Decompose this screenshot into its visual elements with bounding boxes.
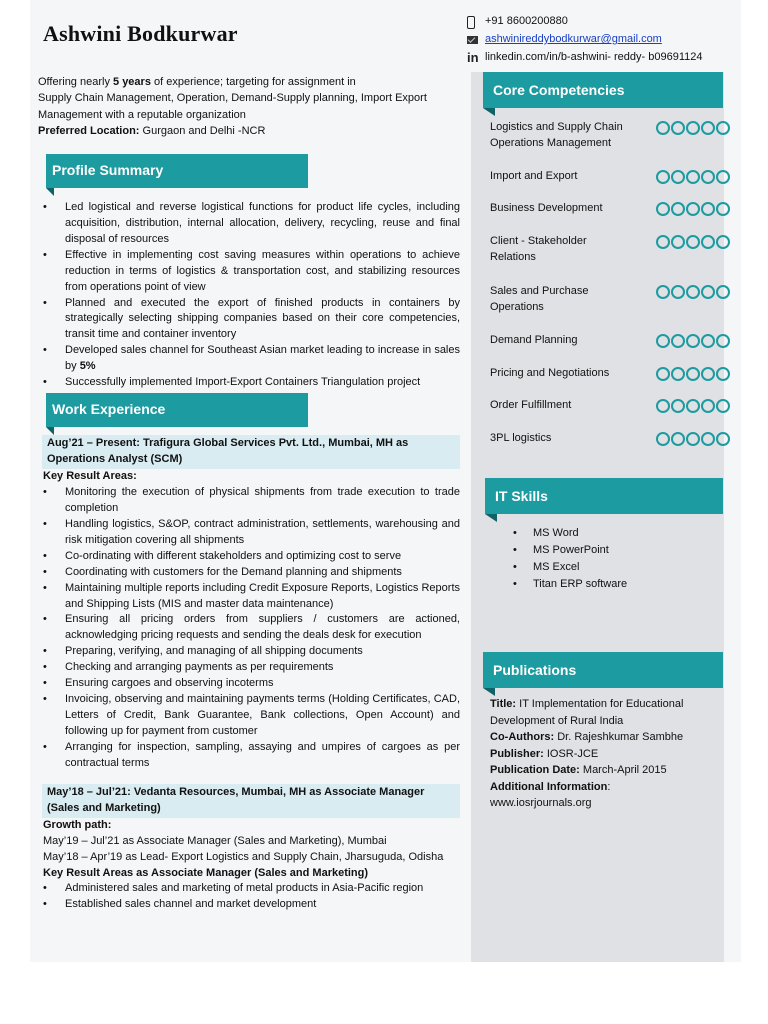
list-item: • Monitoring the execution of physical shipments from trade execution to trade completion	[38, 485, 460, 517]
publication-entry	[490, 696, 710, 812]
job-title-trafigura: Aug’21 – Present: Trafigura Global Services Pvt. Ltd., Mumbai, MH as Operations Analyst (SCM)	[42, 435, 460, 469]
list-item: • Coordinating with customers for the Demand planning and shipments	[38, 565, 460, 581]
list-item: • MS Excel	[511, 559, 627, 576]
list-item: • Ensuring cargoes and observing incoterms	[38, 676, 460, 692]
competency-label: Client - Stakeholder Relations	[490, 235, 587, 263]
core-competencies-header: Core Competencies	[483, 72, 723, 108]
rating-dots	[656, 399, 730, 413]
growth-path-label: Growth path:	[43, 818, 112, 831]
list-item: • Preparing, verifying, and managing of all shipping documents	[38, 644, 460, 660]
list-item: • MS Word	[511, 525, 627, 542]
competency-row	[490, 366, 730, 382]
competency-row	[490, 120, 730, 152]
job-title-vedanta: May’18 – Jul’21: Vedanta Resources, Mumbai, MH as Associate Manager (Sales and Marketing)	[42, 784, 460, 818]
pub-info-label: Additional Information	[490, 780, 608, 793]
pub-title: IT Implementation for Educational Development of Rural India	[490, 698, 684, 727]
intro-years: 5 years	[113, 75, 151, 88]
list-item: • Ensuring all pricing orders from suppliers / customers are actioned, acknowledging pricing requests and sending the deals desk for execution	[38, 612, 460, 644]
list-item: • Developed sales channel for Southeast Asian market leading to increase in sales by 5%	[38, 343, 460, 375]
competency-label: Pricing and Negotiations	[490, 367, 610, 379]
rating-dots	[656, 285, 730, 299]
competency-label: Logistics and Supply Chain Operations Management	[490, 121, 623, 149]
pub-publisher: IOSR-JCE	[543, 747, 599, 760]
contact-linkedin	[467, 50, 757, 66]
it-skills-list	[511, 525, 627, 593]
competency-row	[490, 169, 730, 185]
linkedin-icon: in	[467, 49, 479, 65]
pub-publisher-label: Publisher:	[490, 747, 544, 760]
linkedin-text: linkedin.com/in/b-ashwini- reddy- b09691124	[485, 51, 703, 64]
publications-header: Publications	[483, 652, 723, 688]
pub-website: www.iosrjournals.org	[490, 797, 592, 809]
intro-text-2: of experience; targeting for assignment in	[150, 75, 356, 88]
phone-text: +91 8600200880	[485, 15, 568, 28]
growth-entry: May’19 – Jul’21 as Associate Manager (Sales and Marketing), Mumbai	[43, 834, 387, 847]
competency-label: Sales and Purchase Operations	[490, 285, 589, 313]
job1-responsibilities	[38, 485, 460, 772]
section-title: Work Experience	[46, 393, 308, 427]
list-item: • Invoicing, observing and maintaining payments terms (Holding Certificates, CAD, Letters of Credit, Bank Guarantee, Bank collections, Open Account) and following up for payment from customer	[38, 692, 460, 740]
list-item: • Successfully implemented Import-Export Containers Triangulation project	[38, 375, 460, 391]
mail-icon	[467, 33, 485, 47]
competency-row	[490, 201, 730, 217]
rating-dots	[656, 432, 730, 446]
list-item: • Titan ERP software	[511, 576, 627, 593]
rating-dots	[656, 170, 730, 184]
competency-row	[490, 234, 730, 266]
list-item: • Checking and arranging payments as per requirements	[38, 660, 460, 676]
contact-phone	[467, 14, 757, 30]
candidate-name: Ashwini Bodkurwar	[43, 21, 238, 46]
pub-coauthors: Dr. Rajeshkumar Sambhe	[554, 731, 684, 743]
right-sidebar	[471, 72, 724, 962]
competency-row	[490, 431, 730, 447]
list-item: • Administered sales and marketing of metal products in Asia-Pacific region	[38, 881, 460, 897]
growth-entry: May’18 – Apr’19 as Lead- Export Logistics and Supply Chain, Jharsuguda, Odisha	[43, 850, 444, 863]
it-skills-header: IT Skills	[485, 478, 723, 514]
competency-label: Demand Planning	[490, 334, 578, 346]
kra-label: Key Result Areas as Associate Manager (Sales and Marketing)	[43, 866, 369, 879]
contact-block	[467, 14, 757, 68]
list-item: • MS PowerPoint	[511, 542, 627, 559]
list-item: • Arranging for inspection, sampling, assaying and umpires of cargoes as per contractual terms	[38, 740, 460, 772]
competency-row	[490, 284, 730, 316]
rating-dots	[656, 121, 730, 135]
pub-title-label: Title:	[490, 698, 517, 710]
intro-summary	[38, 74, 460, 140]
section-title: Profile Summary	[46, 154, 308, 188]
competency-label: 3PL logistics	[490, 432, 552, 444]
sales-percent: 5%	[79, 360, 96, 373]
list-item: • Established sales channel and market development	[38, 897, 460, 913]
email-link[interactable]: ashwinireddybodkurwar@gmail.com	[485, 33, 662, 46]
intro-text-1: Offering nearly	[38, 75, 114, 88]
profile-summary-header	[46, 154, 460, 188]
competency-label: Business Development	[490, 202, 603, 214]
list-item: • Led logistical and reverse logistical functions for product life cycles, including acquisition, distribution, internal allocation, delivery, recycling, reuse and final disposal of resources	[38, 200, 460, 248]
rating-dots	[656, 235, 730, 249]
pub-date: March-April 2015	[579, 764, 667, 776]
phone-icon	[467, 15, 485, 29]
competency-row	[490, 398, 730, 414]
list-item: • Maintaining multiple reports including Credit Exposure Reports, Logistics Reports and Shipping Lists (MIS and master data maintenance)	[38, 581, 460, 613]
job2-responsibilities	[38, 881, 460, 913]
rating-dots	[656, 367, 730, 381]
pub-info-colon: :	[607, 780, 611, 793]
competency-label: Order Fulfillment	[490, 399, 572, 411]
list-item: • Planned and executed the export of finished products in containers by strategically selecting shipping companies based on their core competencies, transit time and container inventory	[38, 296, 460, 344]
list-item: • Handling logistics, S&OP, contract administration, settlements, warehousing and risk mitigation covering all shipments	[38, 517, 460, 549]
profile-summary-list	[38, 200, 460, 391]
left-column	[38, 10, 460, 913]
pub-date-label: Publication Date:	[490, 764, 580, 776]
location-label: Preferred Location:	[38, 125, 140, 138]
intro-text-3: Supply Chain Management, Operation, Demand-Supply planning, Import Export Management with a reputable organization	[38, 92, 427, 121]
rating-dots	[656, 334, 730, 348]
competency-label: Import and Export	[490, 170, 578, 182]
list-item: • Co-ordinating with different stakeholders and optimizing cost to serve	[38, 549, 460, 565]
work-experience-header	[46, 393, 460, 427]
competency-row	[490, 333, 730, 349]
location-value: Gurgaon and Delhi -NCR	[139, 125, 266, 138]
rating-dots	[656, 202, 730, 216]
pub-coauthors-label: Co-Authors:	[490, 731, 555, 743]
list-item: • Effective in implementing cost saving measures within operations to achieve reduction in terms of logistics & transportation cost, and stabilizing resources from operations point of view	[38, 248, 460, 296]
contact-email	[467, 32, 757, 48]
kra-label: Key Result Areas:	[43, 470, 137, 483]
